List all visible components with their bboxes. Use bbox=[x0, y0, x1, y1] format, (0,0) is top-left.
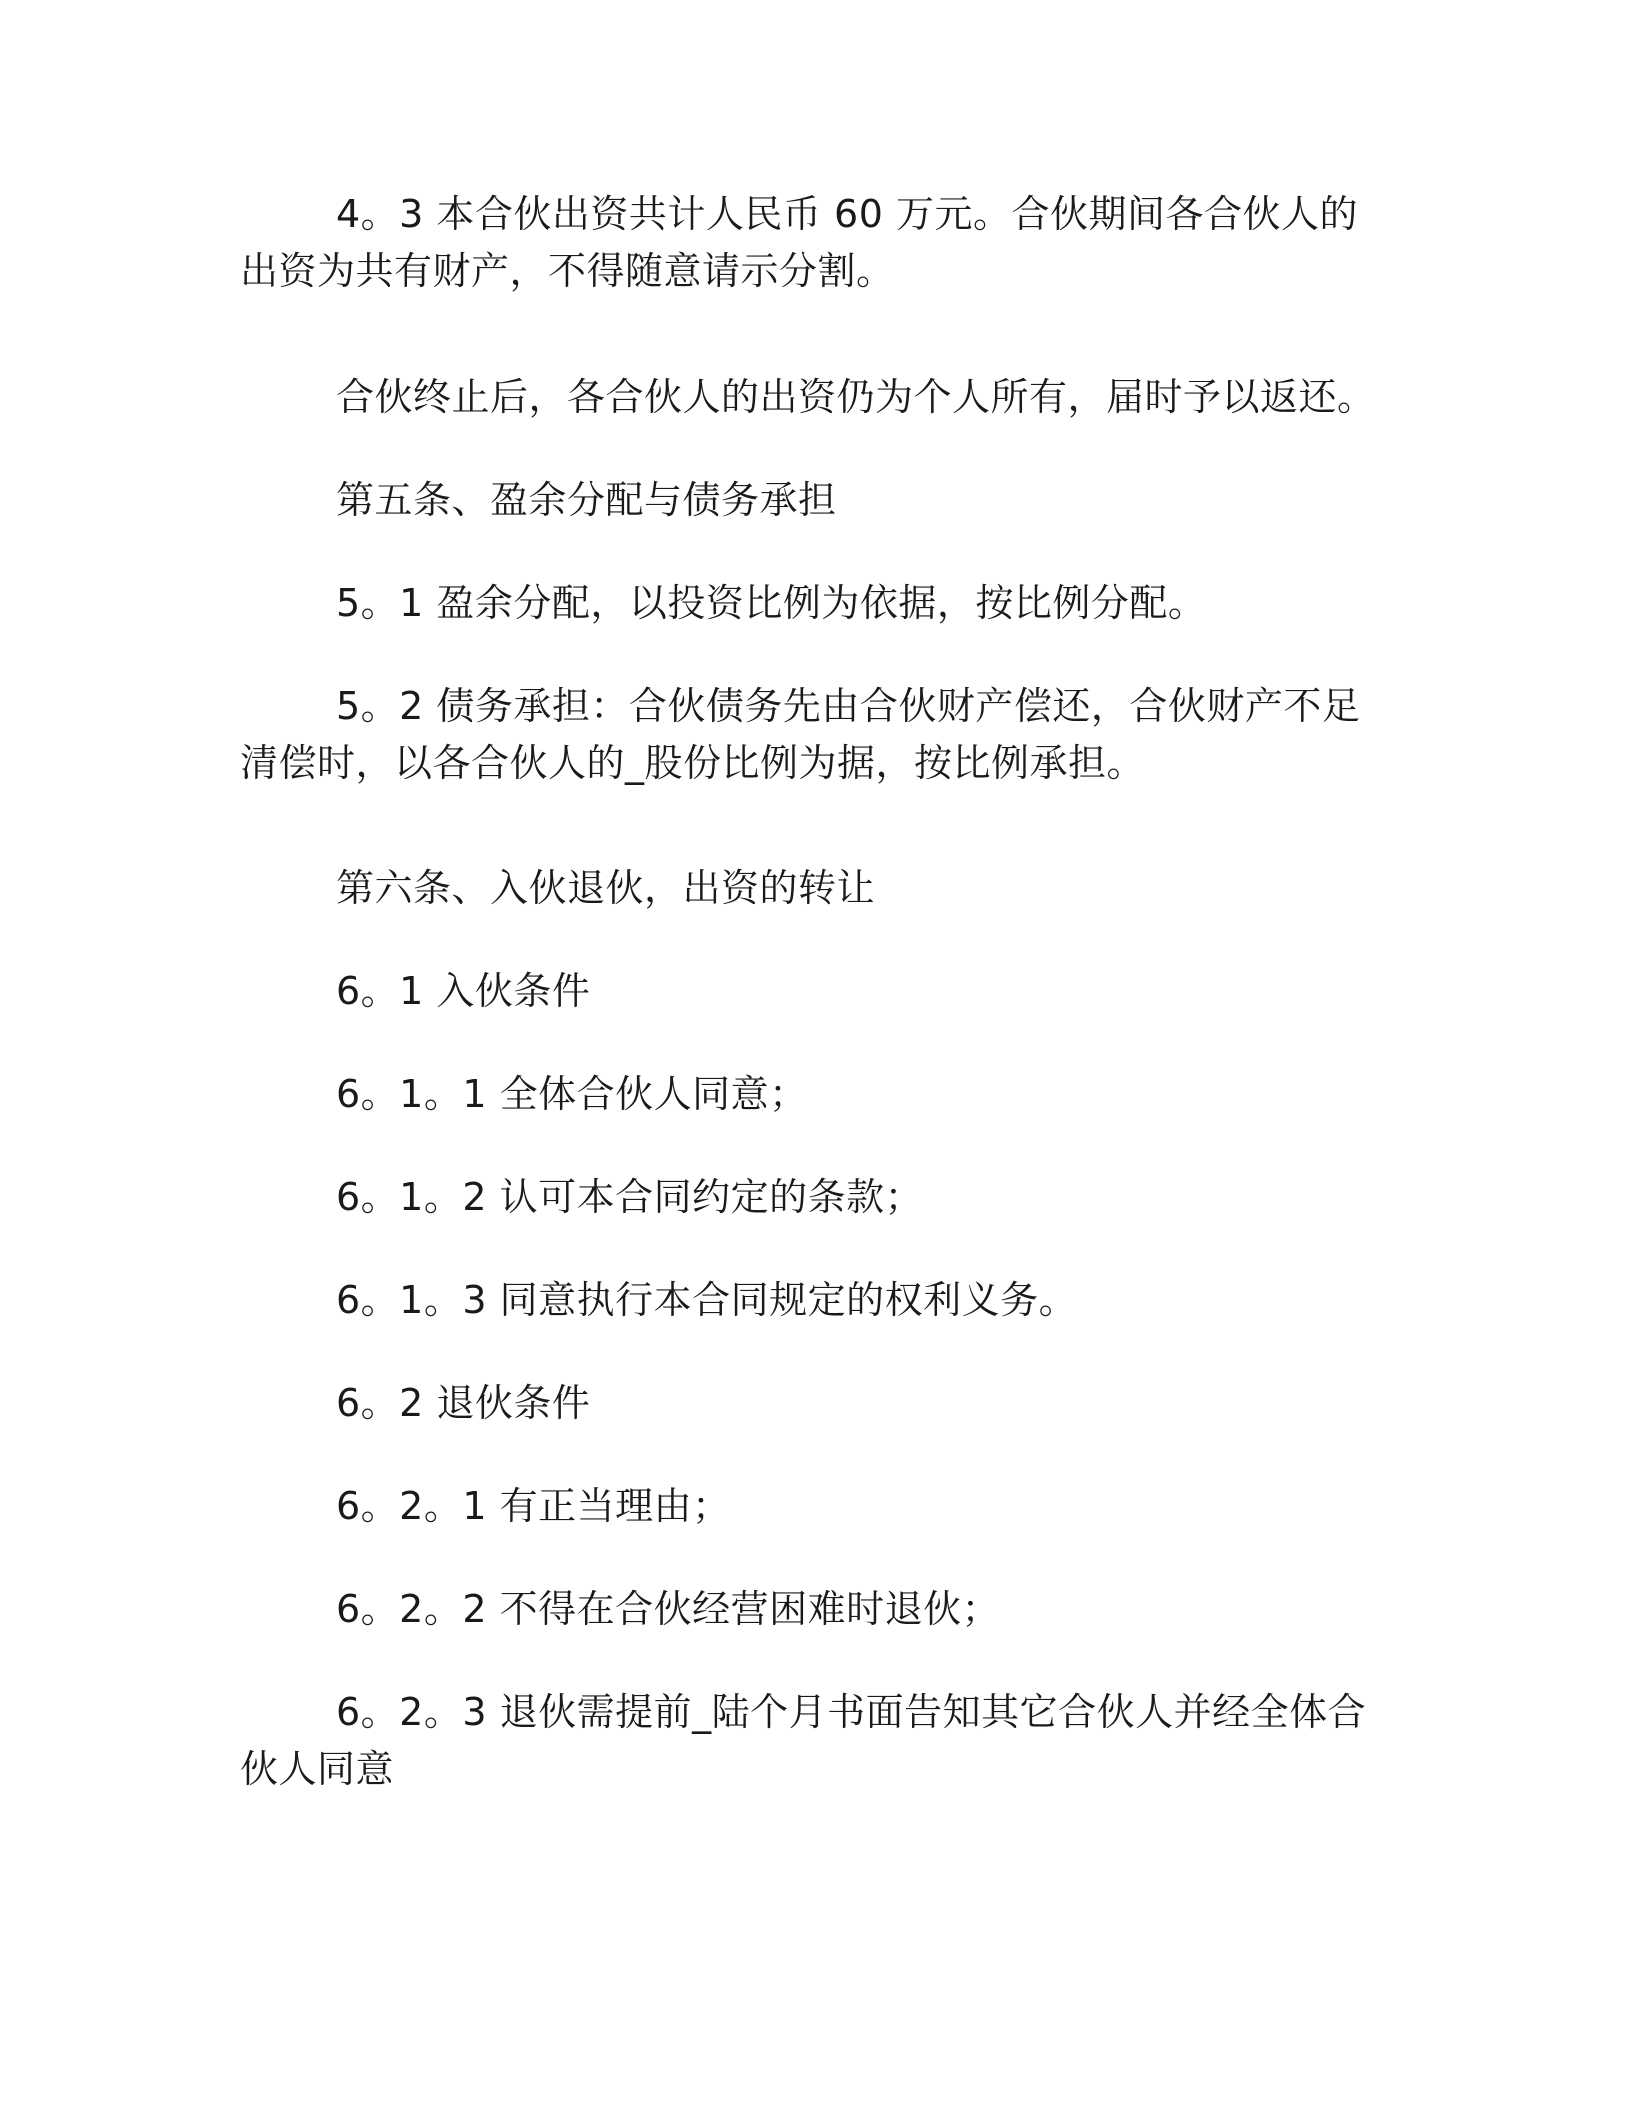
paragraph-6-2-1: 6。2。1 有正当理由； bbox=[336, 1484, 731, 1528]
paragraph-5-2: 5。2 债务承担：合伙债务先由合伙财产偿还，合伙财产不足清偿时，以各合伙人的_股份比例为据，按比例承担。 bbox=[240, 684, 1361, 785]
paragraph-6-1-3: 6。1。3 同意执行本合同规定的权利义务。 bbox=[336, 1278, 1078, 1322]
paragraph-4-3: 4。3 本合伙出资共计人民币 60 万元。合伙期间各合伙人的出资为共有财产，不得随意请示分割。 bbox=[240, 192, 1358, 293]
paragraph-5-1: 5。1 盈余分配，以投资比例为依据，按比例分配。 bbox=[336, 581, 1207, 625]
paragraph-termination-return: 合伙终止后，各合伙人的出资仍为个人所有，届时予以返还。 bbox=[336, 375, 1376, 419]
heading-article-5: 第五条、盈余分配与债务承担 bbox=[336, 478, 837, 522]
paragraph-6-1-2: 6。1。2 认可本合同约定的条款； bbox=[336, 1175, 924, 1219]
paragraph-6-1-1: 6。1。1 全体合伙人同意； bbox=[336, 1072, 808, 1116]
paragraph-6-2: 6。2 退伙条件 bbox=[336, 1381, 591, 1425]
paragraph-6-2-2: 6。2。2 不得在合伙经营困难时退伙； bbox=[336, 1587, 1001, 1631]
heading-article-6: 第六条、入伙退伙，出资的转让 bbox=[336, 866, 876, 910]
paragraph-6-1: 6。1 入伙条件 bbox=[336, 969, 591, 1013]
paragraph-6-2-3: 6。2。3 退伙需提前_陆个月书面告知其它合伙人并经全体合伙人同意 bbox=[240, 1690, 1367, 1791]
